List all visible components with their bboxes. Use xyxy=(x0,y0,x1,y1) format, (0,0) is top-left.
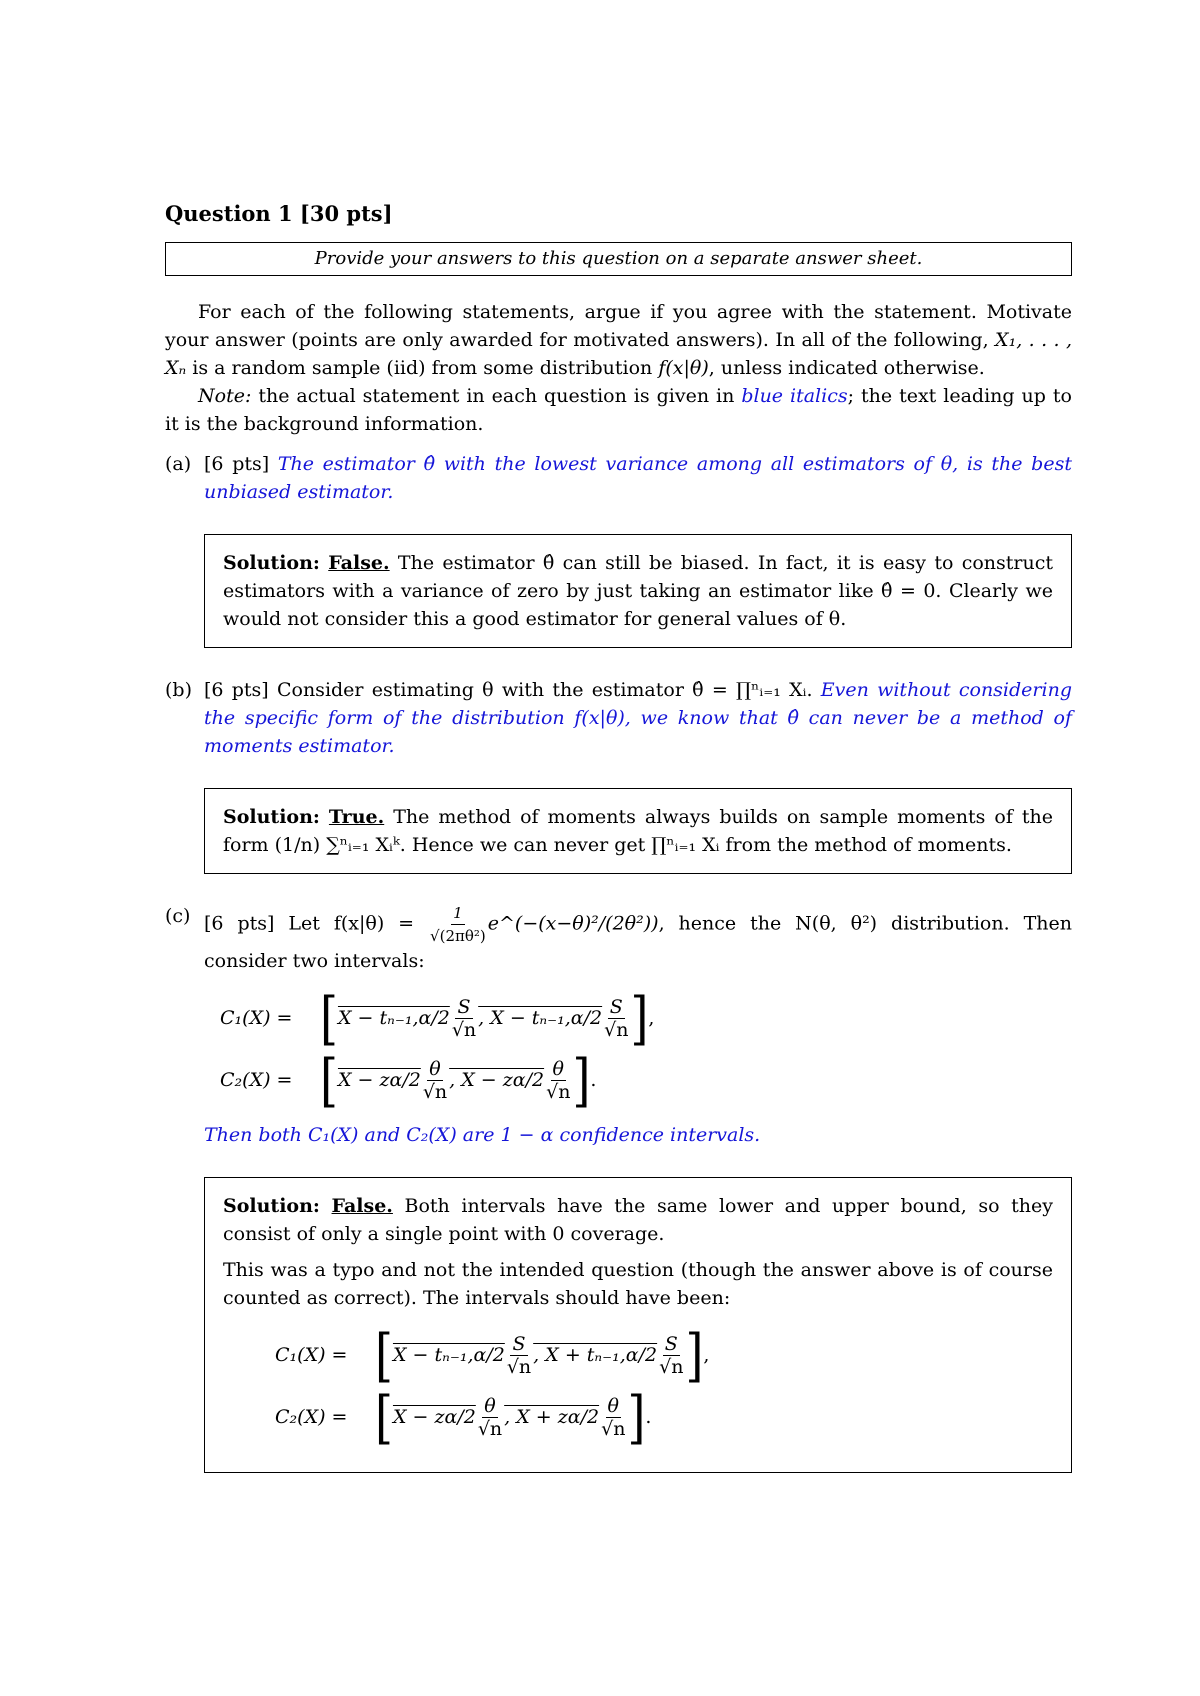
solution-c-text-2: This was a typo and not the intended question (though the answer above is of course counted as correct). The intervals should have been: xyxy=(223,1259,1053,1309)
intro-distribution-math: f(x|θ) xyxy=(658,357,709,379)
fraction-s-sqrt-n xyxy=(507,1333,531,1378)
equation-c1 xyxy=(220,984,1072,1052)
equation-c1-term-1: X − tₙ₋₁,α/2 xyxy=(337,1007,450,1029)
equation-c2-term-2: , X − zα/2 xyxy=(449,1069,545,1091)
equation-c2-term-1: X − zα/2 xyxy=(337,1069,421,1091)
part-c-statement-line xyxy=(165,1121,1072,1149)
left-bracket: [ xyxy=(375,1321,393,1389)
part-a xyxy=(165,450,1072,506)
solution-a-heading: Solution: xyxy=(223,552,320,574)
part-b-points: [6 pts] xyxy=(204,679,269,701)
right-bracket: ] xyxy=(685,1321,704,1389)
solution-a-text: The estimator θ̂ can still be biased. In fact, it is easy to construct estimators with a variance of zero by just taking an estimator like θ̂ = 0. Clearly we would not consider this a good estimator for general values of θ. xyxy=(223,552,1054,630)
equation-c1-term-2: , X − tₙ₋₁,α/2 xyxy=(478,1007,603,1029)
fraction-denominator: √n xyxy=(477,1417,503,1440)
solution-a-box xyxy=(204,534,1072,648)
fraction-numerator: θ xyxy=(429,1057,441,1080)
note-paragraph xyxy=(165,382,1072,438)
solution-b-heading: Solution: xyxy=(223,806,320,828)
note-label: Note: xyxy=(198,385,252,407)
fraction-theta-sqrt-n xyxy=(478,1395,502,1440)
fraction-theta-sqrt-n xyxy=(423,1058,447,1103)
equation-c2 xyxy=(220,1046,1072,1114)
density-numerator: 1 xyxy=(451,902,465,925)
fraction-denominator: √n xyxy=(546,1080,571,1103)
corrected-c1-lhs: C₁(X) = xyxy=(275,1344,348,1366)
intro-sample-math: X₁, . . . , Xₙ xyxy=(165,329,1072,379)
solution-c-verdict: False. xyxy=(331,1195,393,1217)
density-exponential: e^(−(x−θ)²/(2θ²)) xyxy=(487,912,659,935)
instruction-box: Provide your answers to this question on a separate answer sheet. xyxy=(165,242,1072,276)
fraction-numerator: θ xyxy=(607,1394,619,1417)
part-c-background-1: Let f(x|θ) = xyxy=(274,912,429,935)
corrected-interval-equations xyxy=(275,1321,1053,1451)
fraction-numerator: θ xyxy=(552,1057,564,1080)
part-b xyxy=(165,676,1072,760)
corrected-c2-lhs: C₂(X) = xyxy=(275,1406,348,1428)
corrected-equation-c1 xyxy=(275,1321,1053,1389)
part-c xyxy=(165,902,1072,975)
fraction-s-sqrt-n xyxy=(604,996,628,1041)
fraction-s-sqrt-n xyxy=(452,996,476,1041)
intro-text-3: , unless indicated otherwise. xyxy=(708,357,985,379)
right-bracket: ] xyxy=(627,1383,646,1451)
fraction-theta-sqrt-n xyxy=(601,1395,625,1440)
left-bracket: [ xyxy=(320,984,338,1052)
density-denominator: √(2πθ²) xyxy=(430,927,486,945)
fraction-s-sqrt-n xyxy=(659,1333,683,1378)
fraction-numerator: S xyxy=(457,995,471,1018)
solution-b-text: The method of moments always builds on sample moments of the form (1/n) ∑ⁿᵢ₌₁ Xᵢᵏ. Hence we can never get ∏ⁿᵢ₌₁ Xᵢ from the method of moments. xyxy=(223,806,1053,856)
corrected-c2-term-1: X − zα/2 xyxy=(392,1406,476,1428)
intro-text-2: is a random sample (iid) from some distribution xyxy=(186,357,659,379)
fraction-denominator: √n xyxy=(451,1018,477,1041)
part-b-statement: Even without considering the specific form of the distribution f(x|θ), we know that θ̂ can never be a method of moments estimator. xyxy=(204,679,1072,757)
corrected-equation-c2 xyxy=(275,1383,1053,1451)
equation-c1-lhs: C₁(X) = xyxy=(220,1007,293,1029)
solution-b-verdict: True. xyxy=(328,806,385,828)
intro-paragraph xyxy=(165,298,1072,382)
part-a-statement: The estimator θ̂ with the lowest variance among all estimators of θ, is the best unbiased estimator. xyxy=(204,453,1072,503)
solution-c-box xyxy=(204,1177,1072,1473)
corrected-c2-tail: . xyxy=(645,1406,652,1428)
interval-equations xyxy=(220,984,1072,1114)
exam-page xyxy=(165,200,1072,1501)
corrected-c1-tail: , xyxy=(703,1344,710,1366)
equation-c2-tail: . xyxy=(590,1069,597,1091)
fraction-numerator: S xyxy=(664,1332,678,1355)
density-fraction xyxy=(430,902,486,947)
right-bracket: ] xyxy=(630,984,649,1052)
fraction-denominator: √n xyxy=(659,1355,684,1378)
part-a-points: [6 pts] xyxy=(204,453,270,475)
right-bracket: ] xyxy=(572,1046,591,1114)
fraction-numerator: S xyxy=(609,995,623,1018)
solution-b-box xyxy=(204,788,1072,874)
part-a-label: (a) xyxy=(165,453,192,475)
fraction-numerator: θ xyxy=(484,1394,496,1417)
equation-c2-lhs: C₂(X) = xyxy=(220,1069,293,1091)
corrected-c2-term-2: , X + zα/2 xyxy=(504,1406,600,1428)
part-c-background-2: , hence the N(θ, θ²) distribution. Then consider two intervals: xyxy=(204,912,1072,972)
part-b-label: (b) xyxy=(165,679,192,701)
part-c-points: [6 pts] xyxy=(204,912,275,935)
note-text-2: ; the text leading up to it is the background information. xyxy=(165,385,1072,435)
left-bracket: [ xyxy=(320,1046,338,1114)
fraction-theta-sqrt-n xyxy=(546,1058,570,1103)
left-bracket: [ xyxy=(375,1383,393,1451)
part-c-statement: Then both C₁(X) and C₂(X) are 1 − α confidence intervals. xyxy=(204,1124,761,1146)
solution-a-verdict: False. xyxy=(328,552,390,574)
corrected-c1-term-1: X − tₙ₋₁,α/2 xyxy=(392,1344,505,1366)
note-blue-text: blue italics xyxy=(741,385,848,407)
question-title: Question 1 [30 pts] xyxy=(165,201,393,226)
fraction-denominator: √n xyxy=(422,1080,448,1103)
solution-c-text: Both intervals have the same lower and upper bound, so they consist of only a single point with 0 coverage. xyxy=(223,1195,1053,1245)
solution-c-heading: Solution: xyxy=(223,1195,320,1217)
note-text-1: the actual statement in each question is given in xyxy=(251,385,742,407)
fraction-denominator: √n xyxy=(506,1355,532,1378)
part-b-background: Consider estimating θ with the estimator θ̂ = ∏ⁿᵢ₌₁ Xᵢ. xyxy=(268,679,821,701)
part-c-label: (c) xyxy=(165,905,191,927)
intro-text-1: For each of the following statements, argue if you agree with the statement. Motivate your answer (points are only awarded for motivated answers). In all of the following, xyxy=(165,301,1072,351)
equation-c1-tail: , xyxy=(648,1007,655,1029)
fraction-denominator: √n xyxy=(601,1417,626,1440)
fraction-numerator: S xyxy=(512,1332,526,1355)
fraction-denominator: √n xyxy=(604,1018,629,1041)
solution-c-first-paragraph xyxy=(223,1192,1053,1248)
corrected-c1-term-2: , X + tₙ₋₁,α/2 xyxy=(533,1344,658,1366)
